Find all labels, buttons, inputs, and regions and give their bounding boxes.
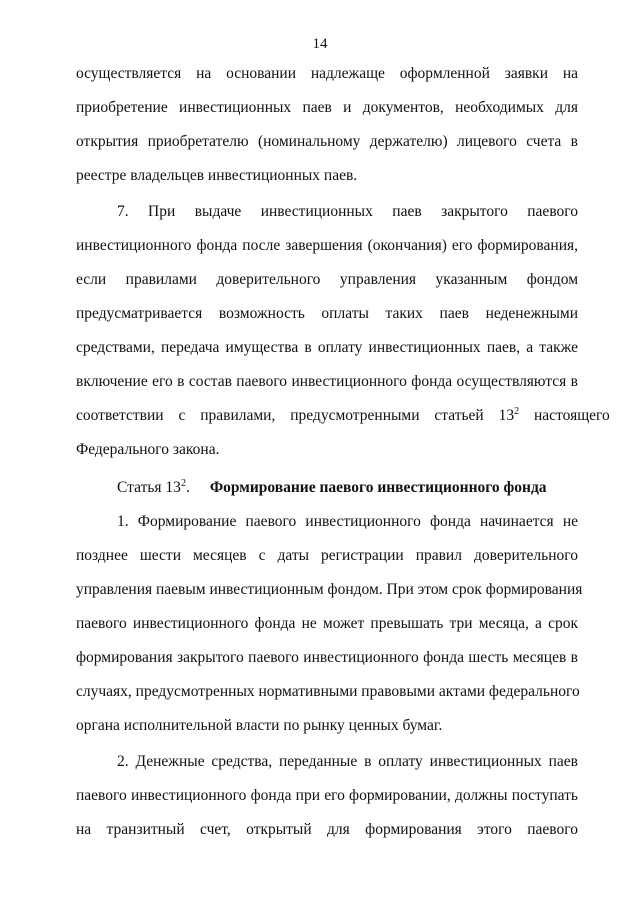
text-line: приобретение инвестиционных паев и документов, необходимых для — [76, 99, 578, 116]
text-line: предусматривается возможность оплаты таких паев неденежными — [76, 305, 578, 322]
article-title: Формирование паевого инвестиционного фонда — [209, 479, 547, 496]
text-run: настоящего — [519, 407, 610, 424]
text-line: формирования закрытого паевого инвестиционного фонда шесть месяцев в — [76, 649, 578, 666]
article-heading — [117, 478, 547, 498]
text-run: соответствии с правилами, предусмотренными статьей 13 — [76, 407, 515, 424]
text-line: инвестиционного фонда после завершения (окончания) его формирования, — [76, 237, 578, 254]
text-line: средствами, передача имущества в оплату инвестиционных паев, а также — [76, 339, 578, 356]
paragraph-first-line: 2. Денежные средства, переданные в оплату инвестиционных паев — [117, 753, 578, 770]
text-line: Федерального закона. — [76, 441, 220, 458]
superscript: 2 — [180, 477, 186, 489]
text-line: реестре владельцев инвестиционных паев. — [76, 167, 358, 184]
text-line: позднее шести месяцев с даты регистрации правил доверительного — [76, 547, 578, 564]
article-label-dot: . — [185, 479, 190, 496]
text-line: случаях, предусмотренных нормативными правовыми актами федерального — [76, 683, 580, 700]
text-line: на транзитный счет, открытый для формирования этого паевого — [76, 821, 578, 838]
text-line: паевого инвестиционного фонда не может превышать три месяца, а срок — [76, 615, 578, 632]
text-line — [76, 405, 610, 426]
text-line: управления паевым инвестиционным фондом. При этом срок формирования — [76, 581, 583, 598]
paragraph-first-line: 7. При выдаче инвестиционных паев закрытого паевого — [117, 203, 578, 220]
paragraph-first-line: 1. Формирование паевого инвестиционного фонда начинается не — [117, 513, 578, 530]
text-line: если правилами доверительного управления указанным фондом — [76, 271, 578, 288]
text-line: органа исполнительной власти по рынку ценных бумаг. — [76, 717, 443, 734]
text-line: открытия приобретателю (номинальному держателю) лицевого счета в — [76, 133, 578, 150]
article-label: Статья 13 — [117, 479, 181, 496]
superscript: 2 — [514, 405, 520, 417]
text-line: паевого инвестиционного фонда при его формировании, должны поступать — [76, 787, 578, 804]
text-line: осуществляется на основании надлежаще оформленной заявки на — [76, 65, 578, 82]
page-number: 14 — [312, 36, 328, 52]
text-line: включение его в состав паевого инвестиционного фонда осуществляются в — [76, 373, 578, 390]
